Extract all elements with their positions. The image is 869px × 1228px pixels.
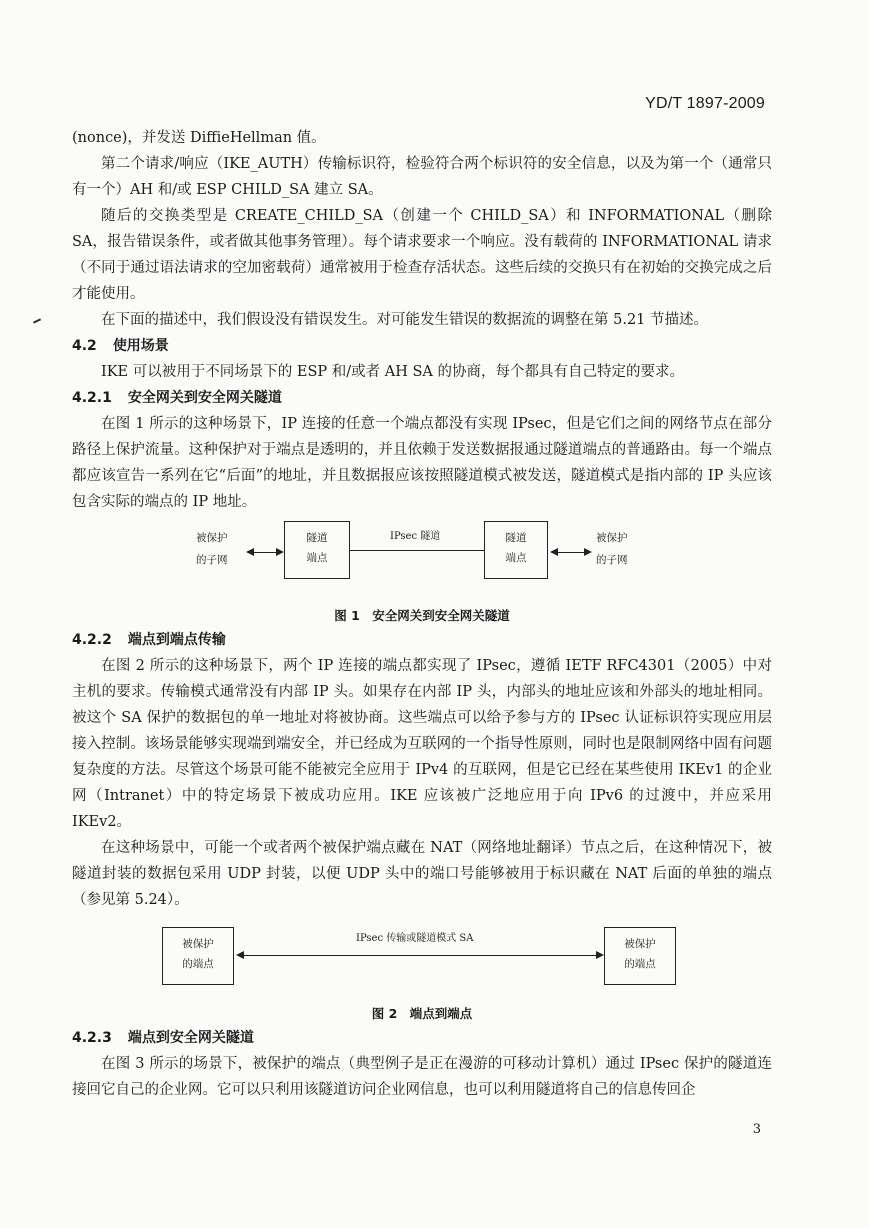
arrow-right-icon [596, 951, 604, 959]
left-protected-subnet-label [196, 527, 228, 571]
page-number: 3 [752, 1122, 761, 1137]
scan-mark [33, 318, 41, 323]
section-number: 4.2.3 [72, 1030, 112, 1046]
section-title: 安全网关到安全网关隧道 [127, 390, 282, 406]
protected-endpoint-box-right [604, 927, 676, 985]
arrow-right-icon [276, 548, 284, 556]
paragraph: 在下面的描述中，我们假设没有错误发生。对可能发生错误的数据流的调整在第 5.21 节描述。 [101, 312, 708, 328]
box-label: 被保护 [624, 938, 656, 950]
box-label: 隧道 [306, 532, 328, 544]
tunnel-endpoint-box-left [284, 521, 350, 579]
page-content [72, 125, 772, 1103]
ipsec-tunnel-label: IPsec 隧道 [390, 531, 441, 542]
section-number: 4.2.2 [72, 632, 112, 648]
label-line: 的子网 [196, 554, 228, 566]
paragraph: 在这种场景中，可能一个或者两个被保护端点藏在 NAT（网络地址翻译）节点之后，在这种情况下，被隧道封装的数据包采用 UDP 封装，以便 UDP 头中的端口号能够被用于标识藏在 NAT 后面的单独的端点（参见第 5.24）。 [72, 840, 772, 908]
box-label: 被保护 [182, 938, 214, 950]
section-heading-4-2 [72, 333, 772, 359]
paragraph: 随后的交换类型是 CREATE_CHILD_SA（创建一个 CHILD_SA）和 INFORMATIONAL（删除 SA，报告错误条件，或者做其他事务管理）。每个请求要求一个响应。没有载荷的 INFORMATIONAL 请求（不同于通过语法请求的空加密载荷）通常被用于检查存活状态。这些后续的交换只有在初始的交换完成之后才能使用。 [72, 208, 772, 302]
section-heading-4-2-3 [72, 1025, 772, 1051]
paragraph: IKE 可以被用于不同场景下的 ESP 和/或者 AH SA 的协商，每个都具有自己特定的要求。 [101, 364, 684, 380]
tunnel-endpoint-box-right [484, 521, 548, 579]
ipsec-sa-label: IPsec 传输或隧道模式 SA [356, 933, 474, 944]
arrow-right-icon [584, 548, 592, 556]
section-number: 4.2.1 [72, 390, 112, 406]
paragraph: (nonce)，并发送 DiffieHellman 值。 [72, 130, 326, 146]
box-label: 隧道 [505, 532, 527, 544]
paragraph: 第二个请求/响应（IKE_AUTH）传输标识符，检验符合两个标识符的安全信息，以及为第一个（通常只有一个）AH 和/或 ESP CHILD_SA 建立 SA。 [72, 156, 772, 198]
protected-endpoint-box-left [162, 927, 234, 985]
section-heading-4-2-1 [72, 385, 772, 411]
section-title: 端点到端点传输 [127, 632, 226, 648]
box-label: 端点 [505, 552, 527, 564]
section-heading-4-2-2 [72, 627, 772, 653]
right-protected-subnet-label [596, 527, 628, 571]
section-title: 使用场景 [112, 338, 169, 354]
section-number: 4.2 [72, 338, 97, 354]
paragraph: 在图 2 所示的这种场景下，两个 IP 连接的端点都实现了 IPsec，遵循 IETF RFC4301（2005）中对主机的要求。传输模式通常没有内部 IP 头。如果存在内部 IP 头，内部头的地址应该和外部头的地址相同。被这个 SA 保护的数据包的单一地址对将被协商。这些端点可以给予参与方的 IPsec 认证标识符实现应用层接入控制。该场景能够实现端到端安全，并已经成为互联网的一个指导性原则，同时也是限制网络中固有问题复杂度的方法。尽管这个场景可能不能被完全应用于 IPv4 的互联网，但是它已经在某些使用 IKEv1 的企业网（Intranet）中的特定场景下被成功应用。IKE 应该被广泛地应用于向 IPv6 的过渡中，并应采用 IKEv2。 [72, 658, 772, 830]
section-title: 端点到安全网关隧道 [127, 1030, 254, 1046]
label-line: 被保护 [596, 532, 628, 544]
paragraph: 在图 1 所示的这种场景下，IP 连接的任意一个端点都没有实现 IPsec，但是它们之间的网络节点在部分路径上保护流量。这种保护对于端点是透明的，并且依赖于发送数据报通过隧道端点的普通路由。每一个端点都应该宣告一系列在它“后面”的地址，并且数据报应该按照隧道模式被发送，隧道模式是指内部的 IP 头应该包含实际的端点的 IP 地址。 [72, 416, 772, 510]
tunnel-line [350, 550, 484, 551]
paragraph: 在图 3 所示的场景下，被保护的端点（典型例子是正在漫游的可移动计算机）通过 IPsec 保护的隧道连接回它自己的企业网。它可以只利用该隧道访问企业网信息，也可以利用隧道将自己的信息传回企 [72, 1056, 772, 1098]
document-id-header: YD/T 1897-2009 [645, 95, 765, 112]
box-label: 的端点 [624, 958, 656, 970]
figure-2-diagram [72, 927, 772, 989]
label-line: 的子网 [596, 554, 628, 566]
label-line: 被保护 [196, 532, 228, 544]
sa-line [242, 955, 598, 956]
box-label: 端点 [306, 552, 328, 564]
box-label: 的端点 [182, 958, 214, 970]
connector-line [556, 552, 586, 553]
figure-2-caption: 图 2 端点到端点 [371, 1006, 473, 1021]
figure-1-caption: 图 1 安全网关到安全网关隧道 [334, 608, 510, 623]
figure-1-diagram [72, 521, 772, 599]
